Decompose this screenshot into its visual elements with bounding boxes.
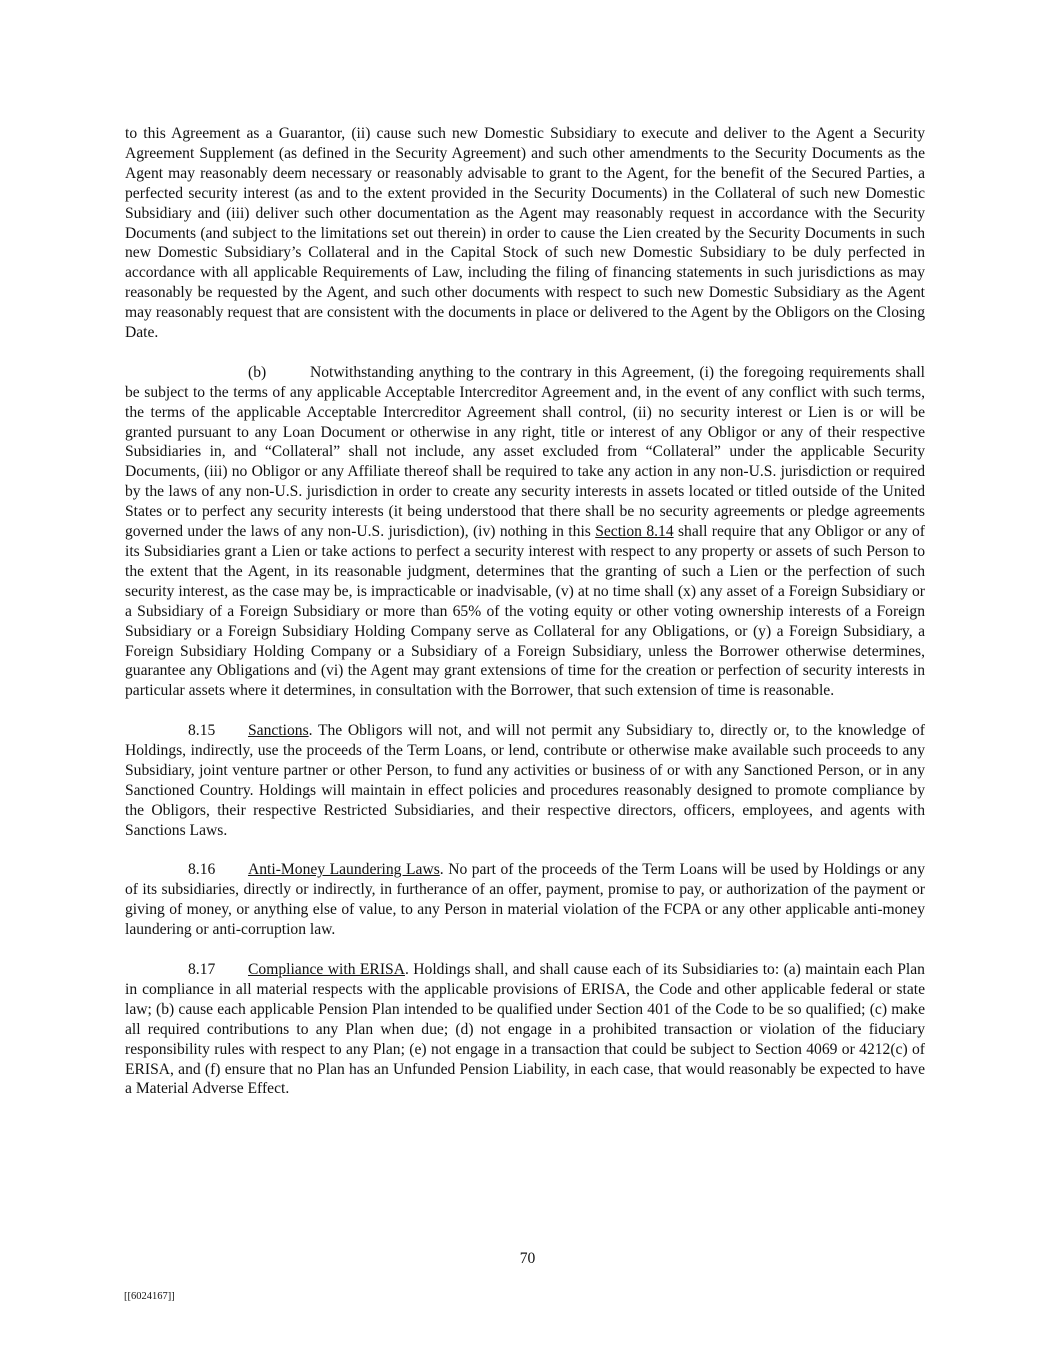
paragraph-text: . The Obligors will not, and will not permit any Subsidiary to, directly or, to the knowledge of Holdings, indirectly, use the proceeds of the Term Loans, or lend, contribute or otherwise make available such proceeds to any Subsidiary, joint venture partner or other Person, to fund any activities or business of or with any Sanctioned Person, or in any Sanctioned Country. Holdings will maintain in effect policies and procedures reasonably designed to promote compliance by the Obligors, their respective Restricted Subsidiaries, and their respective directors, officers, employees, and agents with Sanctions Laws.: [125, 722, 925, 839]
document-id: [[6024167]]: [124, 1291, 175, 1302]
document-body: [125, 124, 925, 1119]
section-8-17: [125, 960, 925, 1099]
paragraph-text: to this Agreement as a Guarantor, (ii) cause such new Domestic Subsidiary to execute and deliver to the Agent a Security Agreement Supplement (as defined in the Security Agreement) and such other amendments to the Security Documents as the Agent may reasonably deem necessary or reasonably advisable to grant to the Agent, for the benefit of the Secured Parties, a perfected security interest (as and to the extent provided in the Security Documents) in the Collateral of such new Domestic Subsidiary and (iii) deliver such other documentation as the Agent may reasonably request in accordance with the Security Documents (and subject to the limitations set out therein) in order to cause the Lien created by the Security Documents in such new Domestic Subsidiary’s Collateral and in the Capital Stock of such new Domestic Subsidiary to be duly perfected in accordance with all applicable Requirements of Law, including the filing of financing statements in such jurisdictions as may reasonably be requested by the Agent, and such other documents with respect to such new Domestic Subsidiary as the Agent may reasonably request that are consistent with the documents in place or delivered to the Agent by the Obligors on the Closing Date.: [125, 125, 925, 342]
paragraph-text: . No part of the proceeds of the Term Loans will be used by Holdings or any of its subsidiaries, directly or indirectly, in furtherance of an offer, payment, promise to pay, or authorization of the payment or giving of money, or anything else of value, to any Person in material violation of the FCPA or any other applicable anti-money laundering or anti-corruption law.: [125, 861, 926, 939]
paragraph-text: Notwithstanding anything to the contrary in this Agreement, (i) the foregoing requirements shall be subject to the terms of any applicable Acceptable Intercreditor Agreement and, in the event of any conflict with such terms, the terms of the applicable Acceptable Intercreditor Agreement shall control, (ii) no security interest or Lien is or will be granted pursuant to any Loan Document or otherwise in any right, title or interest of any Obligor or any of their respective Subsidiaries in, and “Collateral” shall not include, any asset excluded from “Collateral” under the applicable Security Documents, (iii) no Obligor or any Affiliate thereof shall be required to take any action in any non-U.S. jurisdiction or required by the laws of any non-U.S. jurisdiction in order to create any security interests in assets located or titled outside of the United States or to perfect any security interests (it being understood that there shall be no security agreements or pledge agreements governed under the laws of any non-U.S. jurisdiction), (iv) nothing in this: [125, 363, 925, 541]
paragraph-text: . Holdings shall, and shall cause each of its Subsidiaries to: (a) maintain each Plan in compliance in all material respects with the applicable provisions of ERISA, the Code and other applicable federal or state law; (b) cause each applicable Pension Plan intended to be qualified under Section 401 of the Code to be so qualified; (c) make all required contributions to any Plan when due; (d) not engage in a prohibited transaction or violation of the fiduciary responsibility rules with respect to any Plan; (e) not engage in a transaction that could be subject to Section 4069 or 4212(c) of ERISA, and (f) ensure that no Plan has an Unfunded Pension Liability, in each case, that would reasonably be expected to have a Material Adverse Effect.: [125, 961, 925, 1098]
page-number: 70: [519, 1250, 536, 1267]
section-8-16: [125, 860, 925, 940]
section-number: 8.15: [188, 722, 216, 740]
section-heading: Compliance with ERISA: [248, 961, 405, 978]
section-heading: Sanctions: [248, 722, 309, 740]
section-number: 8.16: [188, 861, 216, 879]
section-heading: Anti-Money Laundering Laws: [248, 861, 440, 879]
section-number: 8.17: [188, 961, 216, 978]
clause-number: (b): [248, 363, 267, 381]
section-8-15: [125, 721, 925, 840]
paragraph-b: [125, 363, 925, 701]
section-reference: Section 8.14: [595, 523, 674, 541]
paragraph-text: shall require that any Obligor or any of its Subsidiaries grant a Lien or take actions to perfect a security interest with respect to any property or assets of such Person to the extent that the Agent, in its reasonable judgment, determines that the granting of such a Lien or the perfection of such security interest, as the case may be, is impracticable or inadvisable, (v) at no time shall (x) any asset of a Foreign Subsidiary or a Subsidiary of a Foreign Subsidiary or more than 65% of the voting equity or other voting ownership interests of a Foreign Subsidiary or a Foreign Subsidiary Holding Company serve as Collateral for any Obligations, or (y) a Foreign Subsidiary, a Foreign Subsidiary Holding Company or a Subsidiary of a Foreign Subsidiary, unless the Borrower otherwise determines, guarantee any Obligations and (vi) the Agent may grant extensions of time for the creation or perfection of security interests in particular assets where it determines, in consultation with the Borrower, that such extension of time is reasonable.: [125, 523, 925, 700]
paragraph-continuation: [125, 124, 925, 343]
